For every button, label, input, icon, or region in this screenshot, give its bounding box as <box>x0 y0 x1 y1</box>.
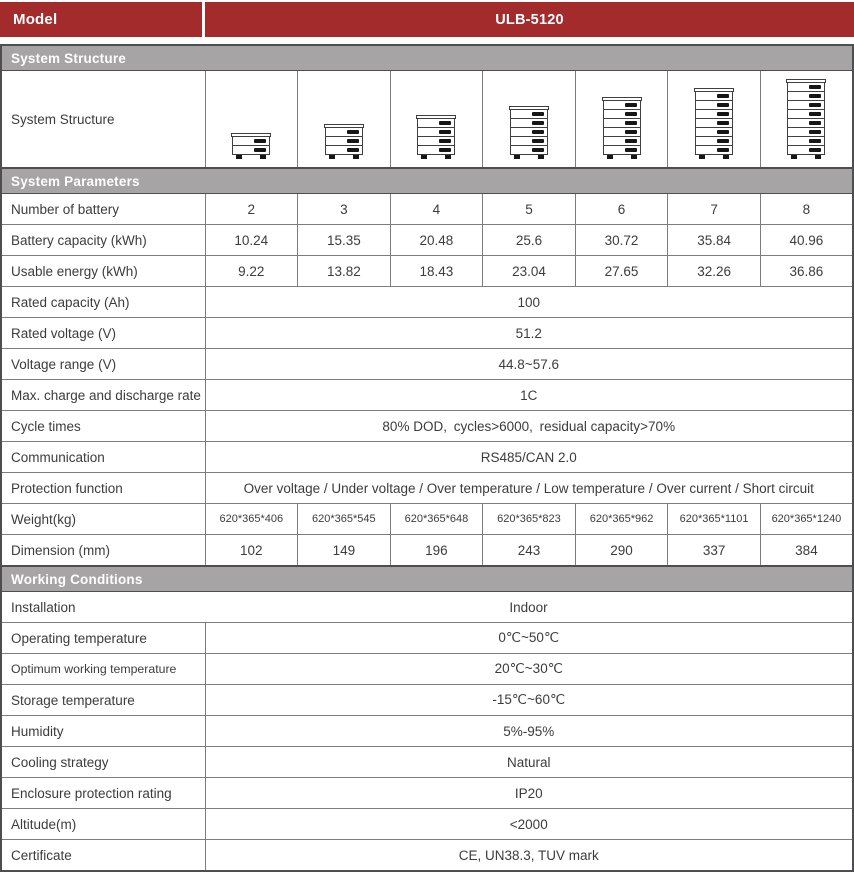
weight-value: 620*365*648 <box>390 504 483 535</box>
module-handle-icon <box>532 112 544 116</box>
battery-capacity-value: 10.24 <box>205 225 298 256</box>
storage-temp-row <box>1 685 853 716</box>
usable-energy-row <box>1 256 853 287</box>
module-handle-icon <box>532 121 544 125</box>
number-of-battery-value: 5 <box>483 194 576 225</box>
spec-table <box>0 44 854 872</box>
battery-stack <box>787 79 825 159</box>
protection-value: Over voltage / Under voltage / Over temperature / Low temperature / Over current / Short circuit <box>205 473 853 504</box>
number-of-battery-value: 8 <box>760 194 853 225</box>
battery-module <box>787 145 825 155</box>
module-handle-icon <box>625 139 637 143</box>
module-handle-icon <box>809 85 821 89</box>
usable-energy-value: 13.82 <box>298 256 391 287</box>
enclosure-label: Enclosure protection rating <box>1 778 205 809</box>
module-handle-icon <box>347 139 359 143</box>
dimension-value: 384 <box>760 535 853 567</box>
communication-value: RS485/CAN 2.0 <box>205 442 853 473</box>
dimension-value: 243 <box>483 535 576 567</box>
battery-module <box>510 145 548 155</box>
module-handle-icon <box>717 148 729 152</box>
max-rate-row <box>1 380 853 411</box>
module-handle-icon <box>439 139 451 143</box>
voltage-range-row <box>1 349 853 380</box>
structure-cell <box>205 71 298 169</box>
module-handle-icon <box>254 148 266 152</box>
operating-temp-row <box>1 623 853 654</box>
installation-value: Indoor <box>205 592 853 623</box>
battery-capacity-value: 30.72 <box>575 225 668 256</box>
usable-energy-value: 9.22 <box>205 256 298 287</box>
battery-capacity-label: Battery capacity (kWh) <box>1 225 205 256</box>
enclosure-row <box>1 778 853 809</box>
usable-energy-value: 32.26 <box>668 256 761 287</box>
module-handle-icon <box>625 148 637 152</box>
battery-capacity-row <box>1 225 853 256</box>
section-row-system-structure <box>1 45 853 71</box>
cooling-label: Cooling strategy <box>1 747 205 778</box>
certificate-label: Certificate <box>1 840 205 872</box>
module-handle-icon <box>532 148 544 152</box>
enclosure-value: IP20 <box>205 778 853 809</box>
dimension-value: 196 <box>390 535 483 567</box>
usable-energy-value: 18.43 <box>390 256 483 287</box>
altitude-label: Altitude(m) <box>1 809 205 840</box>
cooling-row <box>1 747 853 778</box>
weight-row <box>1 504 853 535</box>
weight-value: 620*365*545 <box>298 504 391 535</box>
stack-feet <box>695 155 733 159</box>
voltage-range-value: 44.8~57.6 <box>205 349 853 380</box>
system-structure-label: System Structure <box>1 71 205 169</box>
weight-value: 620*365*1101 <box>668 504 761 535</box>
module-handle-icon <box>439 130 451 134</box>
module-handle-icon <box>625 130 637 134</box>
optimum-temp-value: 20℃~30℃ <box>205 654 853 685</box>
section-header-system-structure: System Structure <box>1 45 853 71</box>
stack-feet <box>232 155 270 159</box>
module-handle-icon <box>717 130 729 134</box>
battery-module <box>603 145 641 155</box>
stack-feet <box>325 155 363 159</box>
weight-value: 620*365*962 <box>575 504 668 535</box>
structure-cell <box>483 71 576 169</box>
battery-capacity-value: 20.48 <box>390 225 483 256</box>
storage-temp-label: Storage temperature <box>1 685 205 716</box>
battery-stack <box>510 106 548 159</box>
battery-stack <box>603 97 641 159</box>
module-handle-icon <box>625 121 637 125</box>
dimension-value: 337 <box>668 535 761 567</box>
weight-value: 620*365*823 <box>483 504 576 535</box>
number-of-battery-label: Number of battery <box>1 194 205 225</box>
humidity-row <box>1 716 853 747</box>
cooling-value: Natural <box>205 747 853 778</box>
module-handle-icon <box>625 103 637 107</box>
dimension-value: 102 <box>205 535 298 567</box>
battery-capacity-value: 15.35 <box>298 225 391 256</box>
model-header <box>0 2 854 37</box>
communication-label: Communication <box>1 442 205 473</box>
dimension-label: Dimension (mm) <box>1 535 205 567</box>
structure-cell <box>298 71 391 169</box>
rated-capacity-label: Rated capacity (Ah) <box>1 287 205 318</box>
number-of-battery-value: 2 <box>205 194 298 225</box>
altitude-row <box>1 809 853 840</box>
cycle-times-row <box>1 411 853 442</box>
dimension-row <box>1 535 853 567</box>
rated-voltage-label: Rated voltage (V) <box>1 318 205 349</box>
battery-module <box>325 145 363 155</box>
battery-module <box>695 145 733 155</box>
number-of-battery-value: 7 <box>668 194 761 225</box>
module-handle-icon <box>809 112 821 116</box>
rated-capacity-value: 100 <box>205 287 853 318</box>
module-handle-icon <box>809 121 821 125</box>
module-handle-icon <box>809 94 821 98</box>
section-header-working-conditions: Working Conditions <box>1 566 853 592</box>
stack-feet <box>603 155 641 159</box>
number-of-battery-row <box>1 194 853 225</box>
battery-capacity-value: 25.6 <box>483 225 576 256</box>
communication-row <box>1 442 853 473</box>
usable-energy-label: Usable energy (kWh) <box>1 256 205 287</box>
structure-cell <box>390 71 483 169</box>
weight-value: 620*365*406 <box>205 504 298 535</box>
header-gap <box>0 37 854 44</box>
battery-capacity-value: 35.84 <box>668 225 761 256</box>
certificate-row <box>1 840 853 872</box>
battery-stack <box>232 133 270 159</box>
battery-stack <box>695 88 733 159</box>
module-handle-icon <box>439 148 451 152</box>
battery-capacity-value: 40.96 <box>760 225 853 256</box>
usable-energy-value: 23.04 <box>483 256 576 287</box>
stack-feet <box>787 155 825 159</box>
max-rate-label: Max. charge and discharge rate <box>1 380 205 411</box>
module-handle-icon <box>809 148 821 152</box>
operating-temp-label: Operating temperature <box>1 623 205 654</box>
section-row-system-parameters <box>1 168 853 194</box>
stack-feet <box>417 155 455 159</box>
usable-energy-value: 36.86 <box>760 256 853 287</box>
dimension-value: 149 <box>298 535 391 567</box>
battery-stack <box>325 124 363 159</box>
max-rate-value: 1C <box>205 380 853 411</box>
module-handle-icon <box>532 130 544 134</box>
battery-module <box>417 145 455 155</box>
optimum-temp-row <box>1 654 853 685</box>
dimension-value: 290 <box>575 535 668 567</box>
operating-temp-value: 0℃~50℃ <box>205 623 853 654</box>
module-handle-icon <box>254 139 266 143</box>
module-handle-icon <box>717 94 729 98</box>
voltage-range-label: Voltage range (V) <box>1 349 205 380</box>
module-handle-icon <box>717 103 729 107</box>
module-handle-icon <box>439 121 451 125</box>
certificate-value: CE, UN38.3, TUV mark <box>205 840 853 872</box>
altitude-value: <2000 <box>205 809 853 840</box>
number-of-battery-value: 3 <box>298 194 391 225</box>
section-row-working-conditions <box>1 566 853 592</box>
rated-voltage-row <box>1 318 853 349</box>
structure-cell <box>760 71 853 169</box>
humidity-value: 5%-95% <box>205 716 853 747</box>
module-handle-icon <box>532 139 544 143</box>
rated-voltage-value: 51.2 <box>205 318 853 349</box>
number-of-battery-value: 4 <box>390 194 483 225</box>
module-handle-icon <box>809 103 821 107</box>
battery-stack <box>417 115 455 159</box>
module-handle-icon <box>809 139 821 143</box>
protection-label: Protection function <box>1 473 205 504</box>
installation-label: Installation <box>1 592 205 623</box>
module-handle-icon <box>347 130 359 134</box>
optimum-temp-label: Optimum working temperature <box>1 654 205 685</box>
stack-feet <box>510 155 548 159</box>
module-handle-icon <box>809 130 821 134</box>
rated-capacity-row <box>1 287 853 318</box>
system-structure-row <box>1 71 853 169</box>
structure-cell <box>575 71 668 169</box>
section-header-system-parameters: System Parameters <box>1 168 853 194</box>
battery-module <box>232 145 270 155</box>
humidity-label: Humidity <box>1 716 205 747</box>
structure-cell <box>668 71 761 169</box>
module-handle-icon <box>717 139 729 143</box>
usable-energy-value: 27.65 <box>575 256 668 287</box>
storage-temp-value: -15℃~60℃ <box>205 685 853 716</box>
weight-value: 620*365*1240 <box>760 504 853 535</box>
cycle-times-value: 80% DOD, cycles>6000, residual capacity>70% <box>205 411 853 442</box>
model-label: Model <box>0 2 205 37</box>
weight-label: Weight(kg) <box>1 504 205 535</box>
model-number: ULB-5120 <box>495 11 564 28</box>
cycle-times-label: Cycle times <box>1 411 205 442</box>
module-handle-icon <box>347 148 359 152</box>
protection-row <box>1 473 853 504</box>
module-handle-icon <box>717 112 729 116</box>
module-handle-icon <box>717 121 729 125</box>
installation-row <box>1 592 853 623</box>
number-of-battery-value: 6 <box>575 194 668 225</box>
module-handle-icon <box>625 112 637 116</box>
